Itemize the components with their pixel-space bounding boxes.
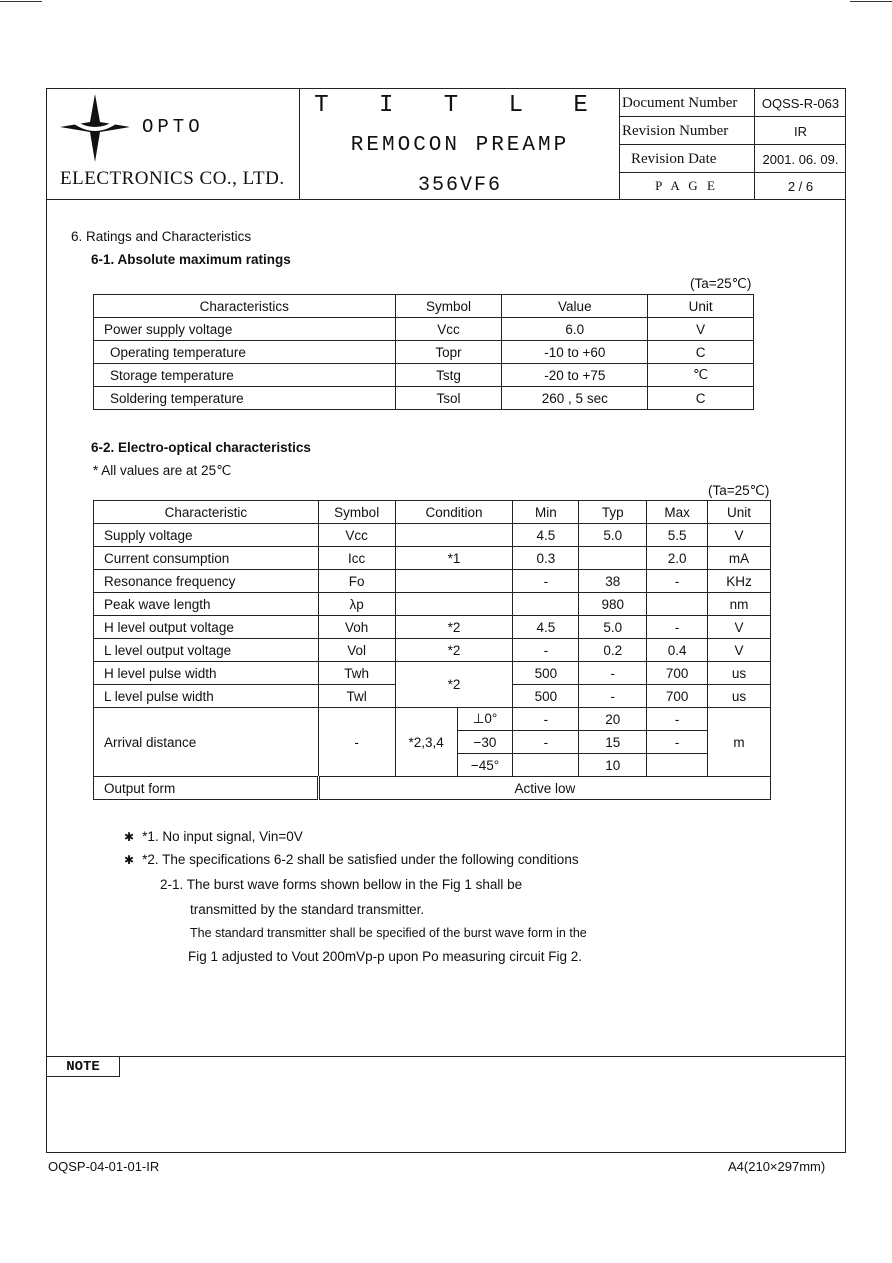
table-cell: *2 — [395, 662, 513, 708]
table-cell — [395, 570, 513, 593]
note-2-1d: Fig 1 adjusted to Vout 200mVp-p upon Po measuring circuit Fig 2. — [188, 949, 582, 964]
table-cell: m — [708, 708, 771, 777]
table-cell: Arrival distance — [94, 708, 319, 777]
table-cell: Vcc — [318, 524, 395, 547]
table-cell: - — [579, 662, 647, 685]
note-2-text: *2. The specifications 6-2 shall be satisfied under the following conditions — [142, 852, 579, 867]
company-logo — [60, 94, 130, 162]
table-cell: 500 — [513, 662, 579, 685]
table-cell: - — [647, 708, 708, 731]
table-cell: Supply voltage — [94, 524, 319, 547]
table-cell: 10 — [579, 754, 647, 777]
table-cell: H level output voltage — [94, 616, 319, 639]
table-cell: 6.0 — [502, 318, 648, 341]
table-cell: mA — [708, 547, 771, 570]
footer-paper-size: A4(210×297mm) — [728, 1159, 826, 1174]
table-cell: 0.3 — [513, 547, 579, 570]
table-cell: KHz — [708, 570, 771, 593]
table-cell: Vcc — [395, 318, 502, 341]
table-cell: 260 , 5 sec — [502, 387, 648, 410]
table-cell: C — [648, 341, 754, 364]
table-header: Unit — [648, 295, 754, 318]
table-cell: 700 — [647, 685, 708, 708]
table-cell — [513, 754, 579, 777]
revision-number-label: Revision Number — [622, 123, 729, 139]
table-cell: 5.0 — [579, 524, 647, 547]
table-cell: H level pulse width — [94, 662, 319, 685]
table-cell: -20 to +75 — [502, 364, 648, 387]
table-cell: 500 — [513, 685, 579, 708]
subsection-2-note: * All values are at 25℃ — [93, 463, 232, 478]
subsection-2-heading: 6-2. Electro-optical characteristics — [91, 440, 311, 455]
header-row-2 — [619, 144, 846, 145]
page-label: P A G E — [655, 178, 718, 193]
table-cell: 2.0 — [647, 547, 708, 570]
table-cell: Voh — [318, 616, 395, 639]
table-row — [94, 547, 771, 570]
table-cell: −30 — [457, 731, 513, 754]
table-row — [94, 708, 771, 731]
table-cell: Soldering temperature — [94, 387, 396, 410]
table-cell: Storage temperature — [94, 364, 396, 387]
table-cell: V — [708, 616, 771, 639]
table-cell: Tstg — [395, 364, 502, 387]
table-cell: V — [708, 524, 771, 547]
table-cell: Twh — [318, 662, 395, 685]
table-header: Min — [513, 501, 579, 524]
table-cell: - — [513, 639, 579, 662]
table-cell: 0.2 — [579, 639, 647, 662]
table-cell — [579, 547, 647, 570]
table-cell: Resonance frequency — [94, 570, 319, 593]
table-cell: *2,3,4 — [395, 708, 457, 777]
table-cell: 5.0 — [579, 616, 647, 639]
table-cell: 4.5 — [513, 524, 579, 547]
table-cell: ℃ — [648, 364, 754, 387]
table-cell: V — [708, 639, 771, 662]
note-divider — [46, 1056, 846, 1057]
doc-number-label: Document Number — [622, 95, 738, 111]
table-row — [94, 524, 771, 547]
table-cell — [647, 593, 708, 616]
table-cell: 38 — [579, 570, 647, 593]
table-cell: - — [647, 616, 708, 639]
table-cell — [647, 754, 708, 777]
table-cell: −45° — [457, 754, 513, 777]
table-cell: *2 — [395, 616, 513, 639]
table-row — [94, 593, 771, 616]
table-cell — [395, 593, 513, 616]
revision-number-value: IR — [794, 124, 807, 139]
table-row — [94, 662, 771, 685]
table-row — [94, 616, 771, 639]
table-cell: Topr — [395, 341, 502, 364]
document-title: REMOCON PREAMP — [350, 134, 570, 157]
header-divider — [46, 199, 846, 200]
table-cell: *1 — [395, 547, 513, 570]
table-cell: - — [513, 570, 579, 593]
table-cell: C — [648, 387, 754, 410]
table-cell: Fo — [318, 570, 395, 593]
table-cell: L level pulse width — [94, 685, 319, 708]
model-number: 356VF6 — [417, 174, 502, 197]
header-row-3 — [619, 172, 846, 173]
note-2-1a: 2-1. The burst wave forms shown bellow in the Fig 1 shall be — [160, 877, 523, 892]
table-header: Value — [502, 295, 648, 318]
table-cell: us — [708, 685, 771, 708]
table-cell: 980 — [579, 593, 647, 616]
table-row — [94, 341, 754, 364]
note-2-1b: transmitted by the standard transmitter. — [190, 902, 425, 917]
table-header: Condition — [395, 501, 513, 524]
revision-date-value: 2001. 06. 09. — [762, 152, 839, 167]
table-header: Max — [647, 501, 708, 524]
crop-mark-right — [850, 1, 892, 2]
table-cell: - — [579, 685, 647, 708]
table-row — [94, 318, 754, 341]
table-header: Symbol — [395, 295, 502, 318]
table-cell: - — [647, 731, 708, 754]
table-cell: λp — [318, 593, 395, 616]
note-bullet-icon: ✱ — [124, 830, 135, 844]
section-heading: 6. Ratings and Characteristics — [71, 229, 252, 244]
table-header: Typ — [579, 501, 647, 524]
company-full-name: ELECTRONICS CO., LTD. — [60, 168, 285, 189]
electro-optical-table — [93, 500, 771, 800]
table-cell: 20 — [579, 708, 647, 731]
crop-mark-left — [0, 1, 42, 2]
note-bullet-icon: ✱ — [124, 853, 135, 867]
header-row-1 — [619, 116, 846, 117]
table-header-row — [94, 295, 754, 318]
table-cell: 0.4 — [647, 639, 708, 662]
company-short-name: OPTO — [142, 116, 204, 138]
table-header: Characteristics — [94, 295, 396, 318]
table2-condition: (Ta=25℃) — [708, 483, 770, 498]
note-box-label: NOTE — [46, 1056, 120, 1077]
doc-number-value: OQSS-R-063 — [761, 96, 840, 111]
table-cell: Tsol — [395, 387, 502, 410]
table-header-row — [94, 501, 771, 524]
footer-form-code: OQSP-04-01-01-IR — [48, 1159, 160, 1174]
table-cell: Vol — [318, 639, 395, 662]
table-cell: Active low — [318, 777, 770, 800]
revision-date-label: Revision Date — [631, 151, 717, 167]
table-row — [94, 364, 754, 387]
table-row — [94, 570, 771, 593]
table-cell: ⊥0° — [457, 708, 513, 731]
page-value: 2 / 6 — [787, 179, 814, 194]
table-header: Unit — [708, 501, 771, 524]
table-cell: Current consumption — [94, 547, 319, 570]
table-cell: nm — [708, 593, 771, 616]
table-cell: Twl — [318, 685, 395, 708]
table-cell: Output form — [94, 777, 319, 800]
note-2 — [124, 852, 579, 867]
table1-condition: (Ta=25℃) — [690, 276, 752, 291]
table-cell: L level output voltage — [94, 639, 319, 662]
table-header: Characteristic — [94, 501, 319, 524]
table-cell: - — [513, 708, 579, 731]
absolute-max-ratings-table — [93, 294, 754, 410]
table-row — [94, 387, 754, 410]
note-1 — [124, 829, 303, 844]
table-cell: 5.5 — [647, 524, 708, 547]
table-cell: *2 — [395, 639, 513, 662]
table-cell: Icc — [318, 547, 395, 570]
table-cell: Operating temperature — [94, 341, 396, 364]
table-cell: - — [513, 731, 579, 754]
table-cell: 15 — [579, 731, 647, 754]
subsection-1-heading: 6-1. Absolute maximum ratings — [91, 252, 291, 267]
table-header: Symbol — [318, 501, 395, 524]
table-row — [94, 777, 771, 800]
note-2-1c: The standard transmitter shall be specified of the burst wave form in the — [190, 926, 587, 940]
table-row — [94, 639, 771, 662]
table-cell: - — [647, 570, 708, 593]
table-cell — [395, 524, 513, 547]
table-cell: 4.5 — [513, 616, 579, 639]
table-cell: - — [318, 708, 395, 777]
table-cell: -10 to +60 — [502, 341, 648, 364]
table-cell: V — [648, 318, 754, 341]
title-label: T I T L E — [314, 92, 606, 119]
table-cell: Power supply voltage — [94, 318, 396, 341]
note-1-text: *1. No input signal, Vin=0V — [142, 829, 303, 844]
table-cell: Peak wave length — [94, 593, 319, 616]
table-cell — [513, 593, 579, 616]
table-cell: 700 — [647, 662, 708, 685]
table-cell: us — [708, 662, 771, 685]
